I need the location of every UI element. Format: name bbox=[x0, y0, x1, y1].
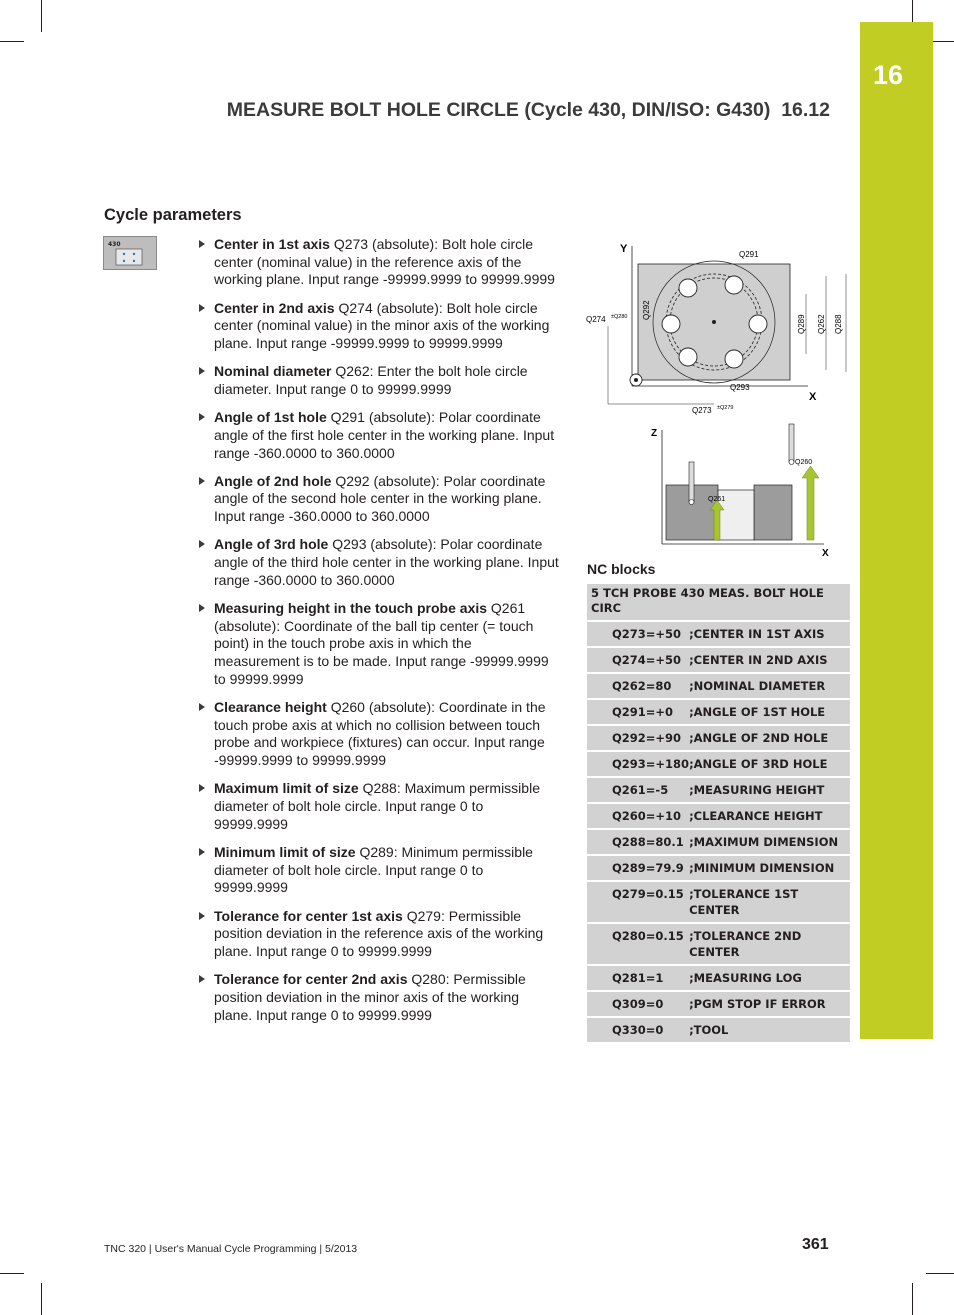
running-header bbox=[227, 99, 830, 122]
nc-comment: ;CENTER IN 1ST AXIS bbox=[689, 622, 850, 648]
table-row bbox=[587, 752, 850, 778]
param-name: Measuring height in the touch probe axis bbox=[214, 599, 488, 616]
nc-comment: ;ANGLE OF 3RD HOLE bbox=[689, 752, 850, 778]
param-q289 bbox=[196, 844, 560, 897]
nc-code: Q279=0.15 bbox=[587, 882, 689, 924]
label-q279: ±Q279 bbox=[717, 405, 734, 411]
label-q260: Q260 bbox=[795, 459, 813, 466]
param-desc: Q260 (absolute): Coordinate in the touch probe axis at which no collision between touch probe and workpiece (fixtures) can occur. Input range -99999.9999 to 99999.9999 bbox=[214, 698, 546, 769]
table-row bbox=[587, 648, 850, 674]
nc-comment: ;ANGLE OF 1ST HOLE bbox=[689, 700, 850, 726]
param-name: Angle of 3rd hole bbox=[214, 536, 329, 553]
side-view-figure bbox=[651, 424, 829, 559]
nc-code: Q330=0 bbox=[587, 1018, 689, 1044]
table-row bbox=[587, 726, 850, 752]
param-name: Center in 1st axis bbox=[214, 236, 330, 252]
footer-text: TNC 320 | User's Manual Cycle Programming | 5/2013 bbox=[104, 1243, 358, 1255]
label-q261: Q261 bbox=[708, 496, 726, 503]
param-desc: Q273 (absolute): Bolt hole circle center (nominal value) in the reference axis of the working plane. Input range -99999.9999 to 99999.9999 bbox=[214, 236, 555, 288]
param-desc: Q280: Permissible position deviation in the minor axis of the working plane. Input range 0 to 99999.9999 bbox=[214, 971, 526, 1023]
nc-code: Q291=+0 bbox=[587, 700, 689, 726]
table-row bbox=[587, 882, 850, 924]
param-name: Angle of 1st hole bbox=[214, 409, 327, 426]
label-q288: Q288 bbox=[834, 314, 843, 334]
param-name: Tolerance for center 2nd axis bbox=[214, 971, 408, 988]
cycle-430-icon bbox=[103, 236, 157, 270]
param-desc: Q293 (absolute): Polar coordinate angle of the third hole center in the working plane. Input range -360.0000 to 360.0000 bbox=[214, 536, 559, 588]
nc-blocks-title: NC blocks bbox=[587, 561, 656, 577]
label-q262: Q262 bbox=[817, 314, 826, 334]
nc-code: Q309=0 bbox=[587, 992, 689, 1018]
label-q274: Q274 bbox=[586, 315, 606, 324]
section-title: Cycle parameters bbox=[104, 206, 242, 224]
nc-comment: ;MINIMUM DIMENSION bbox=[689, 856, 850, 882]
table-row bbox=[587, 924, 850, 966]
nc-header-row bbox=[587, 584, 850, 622]
param-q273 bbox=[196, 236, 560, 289]
z-axis-label: Z bbox=[651, 428, 658, 439]
chapter-tab bbox=[860, 22, 933, 1039]
param-name: Center in 2nd axis bbox=[214, 299, 335, 316]
nc-header-cell: 5 TCH PROBE 430 MEAS. BOLT HOLE CIRC bbox=[587, 584, 850, 622]
param-desc: Q288: Maximum permissible diameter of bolt hole circle. Input range 0 to 99999.9999 bbox=[214, 780, 540, 832]
running-header-title: MEASURE BOLT HOLE CIRCLE (Cycle 430, DIN/ISO: G430) bbox=[226, 99, 771, 121]
table-row bbox=[587, 1018, 850, 1044]
nc-comment: ;MEASURING HEIGHT bbox=[689, 778, 850, 804]
parameter-list bbox=[196, 236, 560, 1035]
chapter-number: 16 bbox=[873, 60, 904, 90]
table-row bbox=[587, 622, 850, 648]
nc-code: Q281=1 bbox=[587, 966, 689, 992]
running-header-section: 16.12 bbox=[781, 99, 830, 121]
param-desc: Q291 (absolute): Polar coordinate angle of the first hole center in the working plane. Input range -360.0000 to 360.0000 bbox=[214, 409, 555, 461]
param-q291 bbox=[196, 409, 560, 462]
nc-blocks-table bbox=[587, 584, 850, 1044]
table-row bbox=[587, 992, 850, 1018]
nc-code: Q292=+90 bbox=[587, 726, 689, 752]
nc-code: Q289=79.9 bbox=[587, 856, 689, 882]
nc-comment: ;CLEARANCE HEIGHT bbox=[689, 804, 850, 830]
param-name: Clearance height bbox=[214, 698, 327, 715]
param-desc: Q292 (absolute): Polar coordinate angle of the second hole center in the working plane. Input range -360.0000 to 360.0000 bbox=[214, 472, 546, 525]
crop-mark bbox=[926, 1273, 954, 1274]
param-q260 bbox=[196, 699, 560, 770]
x-axis-label-side: X bbox=[822, 548, 829, 559]
param-desc: Q262: Enter the bolt hole circle diameter. Input range 0 to 99999.9999 bbox=[214, 363, 528, 397]
nc-comment: ;ANGLE OF 2ND HOLE bbox=[689, 726, 850, 752]
nc-code: Q260=+10 bbox=[587, 804, 689, 830]
page-number: 361 bbox=[802, 1236, 829, 1253]
table-row bbox=[587, 966, 850, 992]
nc-comment: ;CENTER IN 2ND AXIS bbox=[689, 648, 850, 674]
nc-comment: ;PGM STOP IF ERROR bbox=[689, 992, 850, 1018]
nc-comment: ;MAXIMUM DIMENSION bbox=[689, 830, 850, 856]
param-q292 bbox=[196, 473, 560, 526]
param-name: Nominal diameter bbox=[214, 363, 332, 380]
crop-mark bbox=[0, 1273, 24, 1274]
nc-comment: ;TOOL bbox=[689, 1018, 850, 1044]
label-q273: Q273 bbox=[692, 406, 712, 415]
nc-comment: ;TOLERANCE 2ND CENTER bbox=[689, 924, 850, 966]
nc-code: Q280=0.15 bbox=[587, 924, 689, 966]
param-q293 bbox=[196, 536, 560, 589]
param-q288 bbox=[196, 780, 560, 833]
nc-comment: ;MEASURING LOG bbox=[689, 966, 850, 992]
param-name: Tolerance for center 1st axis bbox=[214, 907, 403, 924]
table-row bbox=[587, 804, 850, 830]
cycle-illustration bbox=[586, 238, 856, 563]
label-q280: ±Q280 bbox=[611, 314, 628, 320]
table-row bbox=[587, 674, 850, 700]
label-q291: Q291 bbox=[739, 250, 759, 259]
x-axis-label: X bbox=[809, 391, 817, 403]
param-q280 bbox=[196, 971, 560, 1024]
param-q261 bbox=[196, 600, 560, 689]
nc-code: Q274=+50 bbox=[587, 648, 689, 674]
param-desc: Q289: Minimum permissible diameter of bolt hole circle. Input range 0 to 99999.9999 bbox=[214, 843, 533, 896]
nc-code: Q261=-5 bbox=[587, 778, 689, 804]
label-q293: Q293 bbox=[730, 383, 750, 392]
table-row bbox=[587, 778, 850, 804]
cycle-icon-label: 430 bbox=[108, 241, 121, 248]
param-name: Angle of 2nd hole bbox=[214, 472, 332, 489]
table-row bbox=[587, 856, 850, 882]
top-view-figure bbox=[586, 243, 846, 415]
param-q262 bbox=[196, 363, 560, 398]
param-desc: Q261 (absolute): Coordinate of the ball tip center (= touch point) in the touch probe axis in which the measurement is to be made. Input range -99999.9999 to 99999.9999 bbox=[214, 599, 549, 687]
nc-comment: ;TOLERANCE 1ST CENTER bbox=[689, 882, 850, 924]
table-row bbox=[587, 700, 850, 726]
label-q292: Q292 bbox=[642, 300, 651, 320]
param-desc: Q279: Permissible position deviation in the reference axis of the working plane. Input range 0 to 99999.9999 bbox=[214, 907, 544, 959]
table-row bbox=[587, 830, 850, 856]
crop-mark bbox=[0, 41, 24, 42]
nc-comment: ;NOMINAL DIAMETER bbox=[689, 674, 850, 700]
nc-code: Q273=+50 bbox=[587, 622, 689, 648]
param-name: Maximum limit of size bbox=[214, 780, 359, 797]
crop-mark bbox=[41, 1283, 42, 1315]
nc-code: Q288=80.1 bbox=[587, 830, 689, 856]
label-q289: Q289 bbox=[797, 314, 806, 334]
nc-code: Q293=+180 bbox=[587, 752, 689, 778]
crop-mark bbox=[912, 1283, 913, 1315]
crop-mark bbox=[41, 0, 42, 32]
param-desc: Q274 (absolute): Bolt hole circle center (nominal value) in the minor axis of the working plane. Input range -99999.9999 to 99999.9999 bbox=[214, 299, 550, 352]
y-axis-label: Y bbox=[620, 243, 628, 255]
param-q274 bbox=[196, 300, 560, 353]
param-q279 bbox=[196, 908, 560, 961]
nc-code: Q262=80 bbox=[587, 674, 689, 700]
param-name: Minimum limit of size bbox=[214, 843, 356, 860]
